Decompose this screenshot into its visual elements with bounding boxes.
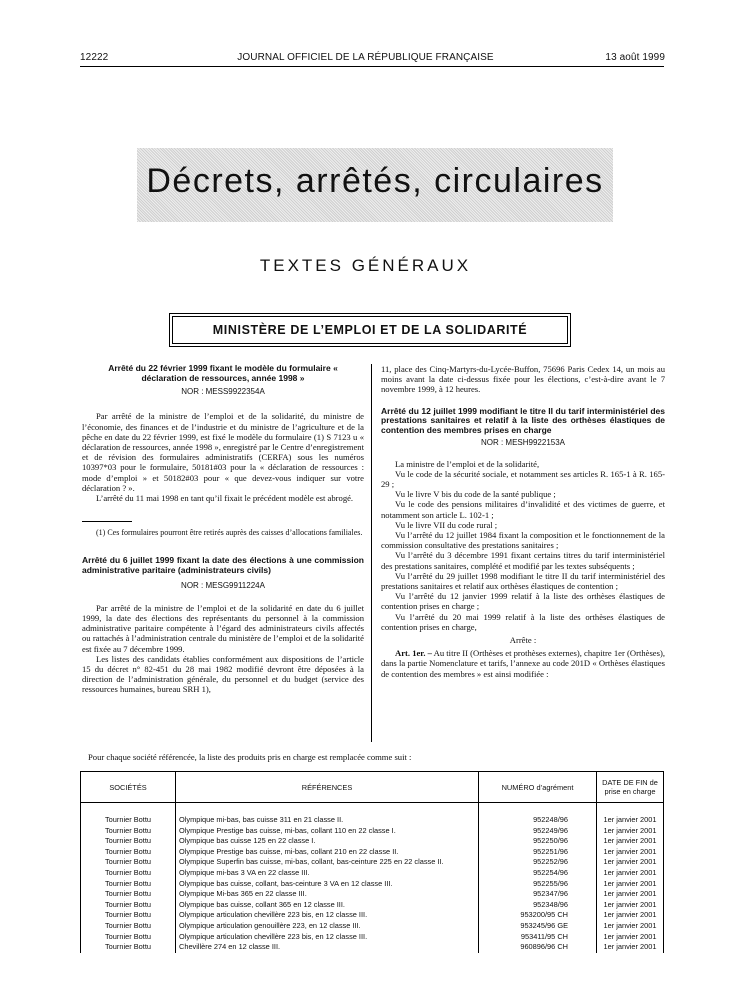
company-cell: Tournier Bottu bbox=[104, 815, 151, 824]
reference-cell: Olympique Prestige bas cuisse, mi-bas, collant 110 en 22 classe I. bbox=[176, 826, 479, 837]
table-row bbox=[81, 932, 664, 943]
end-date-cell: 1er janvier 2001 bbox=[597, 879, 664, 890]
table-row bbox=[81, 868, 664, 879]
table-row bbox=[81, 910, 664, 921]
column-header: SOCIÉTÉS bbox=[81, 772, 176, 803]
visa-line: Vu le livre VII du code rural ; bbox=[395, 519, 498, 530]
column-divider bbox=[371, 364, 372, 742]
reference-cell: Olympique mi-bas, bas cuisse 311 en 21 classe II. bbox=[176, 803, 479, 826]
paragraph: L’arrêté du 11 mai 1998 en tant qu’il fixait le précédent modèle est abrogé. bbox=[96, 493, 354, 504]
company-cell: Tournier Bottu bbox=[104, 836, 151, 846]
end-date-cell: 1er janvier 2001 bbox=[597, 921, 664, 932]
reference-cell: Olympique articulation genouillère 223, en 12 classe III. bbox=[176, 921, 479, 932]
reference-cell: Olympique bas cuisse, collant 365 en 12 classe III. bbox=[176, 900, 479, 911]
visa-line: Vu l’arrêté du 12 janvier 1999 relatif à la liste des orthèses élastiques de contention prises en charge ; bbox=[381, 591, 665, 612]
paragraph: 11, place des Cinq-Martyrs-du-Lycée-Buffon, 75696 Paris Cedex 14, un mois au moins avant la date ci-dessus fixée pour les élections, c’est-à-dire avant le 7 novembre 1999, à 12 heures. bbox=[381, 364, 665, 395]
table-row bbox=[81, 847, 664, 858]
column-header: RÉFÉRENCES bbox=[176, 772, 479, 803]
end-date-cell: 1er janvier 2001 bbox=[597, 942, 664, 953]
visa-line: Vu l’arrêté du 12 juillet 1984 fixant la composition et le fonctionnement de la commission consultative des prestations sanitaires ; bbox=[381, 530, 665, 551]
table-header-row bbox=[81, 772, 664, 803]
reference-cell: Olympique articulation chevillère 223 bis, en 12 classe III. bbox=[176, 932, 479, 943]
visa-line: Vu le code des pensions militaires d’invalidité et des victimes de guerre, et notamment son article L. 102-1 ; bbox=[381, 499, 665, 520]
banner-title: Décrets, arrêtés, circulaires bbox=[146, 162, 604, 200]
end-date-cell: 1er janvier 2001 bbox=[597, 868, 664, 879]
reference-cell: Olympique Mi-bas 365 en 22 classe III. bbox=[176, 889, 479, 900]
company-cell: Tournier Bottu bbox=[104, 846, 151, 856]
table-row bbox=[81, 889, 664, 900]
approval-number-cell: 952250/96 bbox=[479, 836, 597, 847]
paragraph: Les listes des candidats établies conformément aux dispositions de l’article 15 du décret n° 82-451 du 28 mai 1982 modifié devront être déposées à la direction de l’administration générale, du personnel et du budget (service des ressources humaines, bureau SRH 1), bbox=[82, 653, 364, 695]
end-date-cell: 1er janvier 2001 bbox=[597, 900, 664, 911]
paragraph: Par arrêté de la ministre de l’emploi et de la solidarité, du ministre de l’économie, des finances et de l’industrie et du ministre de l’agriculture et de la pêche en date du 22 février 1999, est fixé le modèle du formulaire (1) S 7123 u « déclaration de ressources, année 1998 », enregistré par le Centre d’enregistrement et de révision des formulaires administratifs (CERFA) sous les numéros 10397*03 pour le formulaire, 50181#03 pour la « déclaration de ressources : mode d’emploi » et 50182#03 pour « que devez-vous indiquer sur votre déclaration ? ». bbox=[82, 411, 364, 493]
header-rule bbox=[80, 66, 664, 67]
visa-line: Vu l’arrêté du 3 décembre 1991 fixant certains titres du tarif interministériel des prestations sanitaires, complété et modifié par les textes subséquents ; bbox=[381, 550, 665, 571]
table-intro: Pour chaque société référencée, la liste des produits pris en charge est remplacée comme suit : bbox=[88, 752, 412, 762]
visa-line: Vu l’arrêté du 29 juillet 1998 modifiant le titre II du tarif interministériel des prestations sanitaires et relatif aux orthèses élastiques de contention ; bbox=[381, 570, 665, 592]
end-date-cell: 1er janvier 2001 bbox=[597, 910, 664, 921]
visa-line: Vu le code de la sécurité sociale, et notamment ses articles R. 165-1 à R. 165-29 ; bbox=[381, 468, 665, 489]
table-row bbox=[81, 900, 664, 911]
article-title: Arrêté du 12 juillet 1999 modifiant le titre II du tarif interministériel des prestations sanitaires et relatif à la liste des orthèses élastiques de contention des membres prises en charge bbox=[381, 405, 665, 435]
section-heading: TEXTES GÉNÉRAUX bbox=[259, 256, 472, 275]
company-cell: Tournier Bottu bbox=[104, 942, 151, 952]
table-row bbox=[81, 942, 664, 953]
column-header: NUMÉRO d’agrément bbox=[479, 772, 597, 803]
section-banner bbox=[137, 148, 613, 222]
article-text: Au titre II (Orthèses et prothèses externes), chapitre 1er (Orthèses), dans la partie Nomenclature et tarifs, l’annexe au code 201D « Orthèses élastiques de contention des membres » est ainsi modifiée : bbox=[381, 648, 665, 679]
reference-cell: Olympique bas cuisse 125 en 22 classe I. bbox=[176, 836, 479, 847]
approval-number-cell: 960896/96 CH bbox=[479, 942, 597, 953]
article-title: Arrêté du 6 juillet 1999 fixant la date des élections à une commission administrative paritaire (administrateurs civils) bbox=[82, 555, 364, 576]
company-cell: Tournier Bottu bbox=[104, 825, 151, 835]
reference-cell: Olympique mi-bas 3 VA en 22 classe III. bbox=[176, 868, 479, 879]
footnote: (1) Ces formulaires pourront être retirés auprès des caisses d’allocations familiales. bbox=[96, 528, 363, 538]
table-row bbox=[81, 836, 664, 847]
company-cell: Tournier Bottu bbox=[104, 931, 151, 941]
article-title: Arrêté du 22 février 1999 fixant le modèle du formulaire « déclaration de ressources, année 1998 » bbox=[108, 363, 338, 383]
journal-title: JOURNAL OFFICIEL DE LA RÉPUBLIQUE FRANÇAISE bbox=[237, 52, 494, 63]
paragraph: Par arrêté de la ministre de l’emploi et de la solidarité en date du 6 juillet 1999, la date des élections des représentants du personnel à la commission administrative paritaire compétente à l’égard des administrateurs civils affectés ou rattachés à l’administration centrale du ministère de l’emploi et de la solidarité est fixée au 7 décembre 1999. bbox=[82, 602, 364, 654]
approval-number-cell: 953245/96 GE bbox=[479, 921, 597, 932]
table-row bbox=[81, 921, 664, 932]
table-row bbox=[81, 826, 664, 837]
column-header: DATE DE FIN de prise en charge bbox=[597, 772, 664, 803]
products-table bbox=[80, 771, 664, 953]
end-date-cell: 1er janvier 2001 bbox=[597, 803, 664, 826]
nor-reference: NOR : MESG9911224A bbox=[181, 580, 265, 590]
approval-number-cell: 952251/96 bbox=[479, 847, 597, 858]
table-row bbox=[81, 803, 664, 826]
approval-number-cell: 952252/96 bbox=[479, 857, 597, 868]
visa-line: Vu le livre V bis du code de la santé publique ; bbox=[395, 489, 556, 500]
visa-line: Vu l’arrêté du 20 mai 1999 relatif à la liste des orthèses élastiques de contention prises en charge, bbox=[381, 611, 665, 632]
nor-reference: NOR : MESS9922354A bbox=[181, 387, 265, 397]
issue-date: 13 août 1999 bbox=[605, 52, 665, 63]
left-column bbox=[82, 364, 364, 695]
reference-cell: Olympique Superfin bas cuisse, mi-bas, collant, bas-ceinture 225 en 22 classe II. bbox=[176, 857, 479, 868]
company-cell: Tournier Bottu bbox=[104, 910, 151, 920]
article-number: Art. 1er. – bbox=[395, 648, 432, 659]
right-column bbox=[381, 364, 665, 679]
approval-number-cell: 952249/96 bbox=[479, 826, 597, 837]
company-cell: Tournier Bottu bbox=[104, 878, 151, 888]
approval-number-cell: 952248/96 bbox=[479, 803, 597, 826]
end-date-cell: 1er janvier 2001 bbox=[597, 857, 664, 868]
page-number: 12222 bbox=[80, 52, 109, 63]
company-cell: Tournier Bottu bbox=[104, 899, 151, 909]
reference-cell: Olympique articulation chevillère 223 bis, en 12 classe III. bbox=[176, 910, 479, 921]
company-cell: Tournier Bottu bbox=[104, 889, 151, 899]
approval-number-cell: 952347/96 bbox=[479, 889, 597, 900]
approval-number-cell: 953200/95 CH bbox=[479, 910, 597, 921]
footnote-rule bbox=[82, 521, 132, 522]
approval-number-cell: 953411/95 CH bbox=[479, 932, 597, 943]
visa-line: La ministre de l’emploi et de la solidarité, bbox=[395, 458, 540, 469]
end-date-cell: 1er janvier 2001 bbox=[597, 932, 664, 943]
end-date-cell: 1er janvier 2001 bbox=[597, 889, 664, 900]
approval-number-cell: 952348/96 bbox=[479, 900, 597, 911]
table-row bbox=[81, 879, 664, 890]
company-cell: Tournier Bottu bbox=[104, 857, 151, 867]
end-date-cell: 1er janvier 2001 bbox=[597, 836, 664, 847]
company-cell: Tournier Bottu bbox=[104, 867, 151, 877]
nor-reference: NOR : MESH9922153A bbox=[480, 438, 566, 448]
end-date-cell: 1er janvier 2001 bbox=[597, 847, 664, 858]
approval-number-cell: 952254/96 bbox=[479, 868, 597, 879]
arrete-heading: Arrête : bbox=[509, 635, 537, 646]
company-cell: Tournier Bottu bbox=[104, 920, 151, 930]
table-row bbox=[81, 857, 664, 868]
ministry-box: MINISTÈRE DE L’EMPLOI ET DE LA SOLIDARITÉ bbox=[172, 316, 568, 344]
reference-cell: Olympique bas cuisse, collant, bas-ceinture 3 VA en 12 classe III. bbox=[176, 879, 479, 890]
reference-cell: Chevillère 274 en 12 classe III. bbox=[176, 942, 479, 953]
end-date-cell: 1er janvier 2001 bbox=[597, 826, 664, 837]
table-body bbox=[81, 803, 664, 953]
approval-number-cell: 952255/96 bbox=[479, 879, 597, 890]
reference-cell: Olympique Prestige bas cuisse, mi-bas, collant 210 en 22 classe II. bbox=[176, 847, 479, 858]
